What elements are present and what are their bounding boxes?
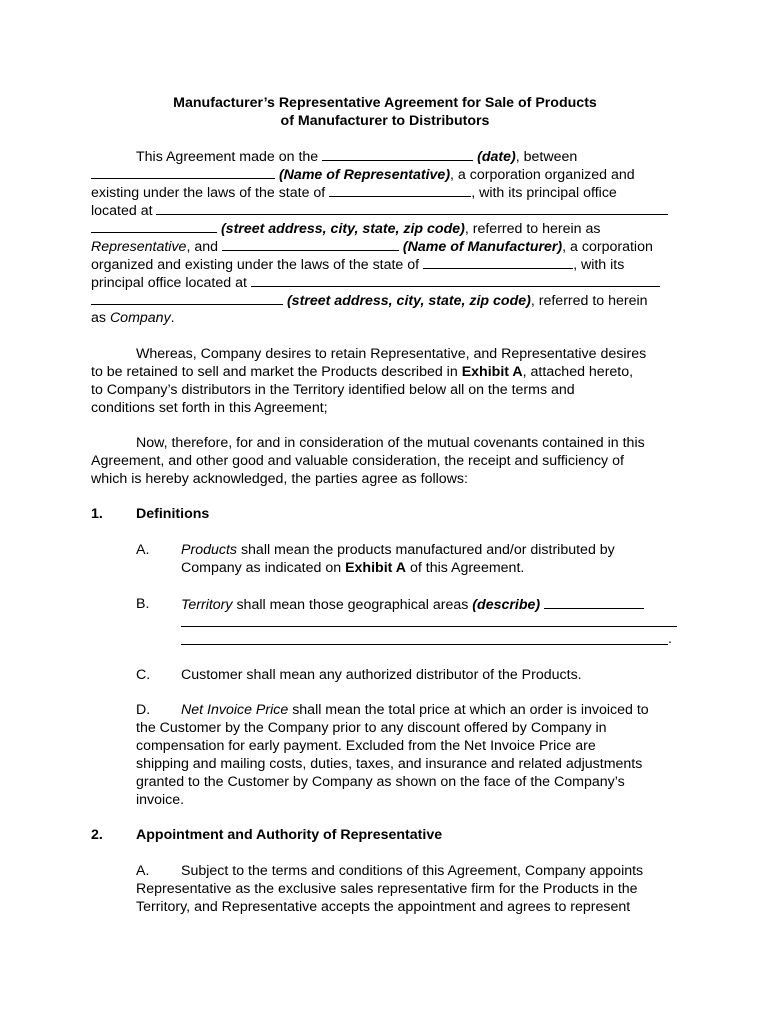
appointment-a-line-3: Territory, and Representative accepts the appointment and agrees to represent [136,899,631,915]
representative-state-blank[interactable] [329,183,471,197]
describe-label: (describe) [472,597,541,613]
manufacturer-state-blank[interactable] [423,255,573,269]
definition-c-letter: C. [136,667,151,683]
preamble-text: located at [91,203,153,219]
now-line-3: which is hereby acknowledged, the parties agree as follows: [91,471,468,487]
exhibit-a-ref: Exhibit A [345,560,407,576]
now-line-1: Now, therefore, for and in consideration of the mutual covenants contained in this [136,435,645,451]
manufacturer-name-label: (Name of Manufacturer) [402,239,563,255]
preamble-text: , referred to herein [530,293,648,309]
preamble-text: organized and existing under the laws of the state of [91,257,420,273]
definition-a-line-2 [181,559,524,577]
territory-blank[interactable] [544,595,644,609]
preamble-line-4 [91,201,668,220]
preamble-text: existing under the laws of the state of [91,185,326,201]
whereas-text: to be retained to sell and market the Products described in [91,364,458,380]
definition-text: shall mean the products manufactured and/or distributed by [237,542,615,558]
preamble-text: as [91,310,106,326]
representative-name-blank[interactable] [91,165,275,179]
preamble-line-6 [91,237,653,256]
definition-d-line-6: invoice. [136,792,185,808]
whereas-text: , attached hereto, [522,364,634,380]
definition-d-letter: D. [136,702,151,718]
definition-d-line-4: shipping and mailing costs, duties, taxes, and insurance and related adjustments [136,756,643,772]
definition-d-line-2: the Customer by the Company prior to any discount offered by Company in [136,720,607,736]
preamble-line-8 [91,273,660,292]
preamble-text: , a corporation organized and [450,167,635,183]
preamble-text: . [170,310,175,326]
definition-d-line-5: granted to the Customer by Company as shown on the face of the Company’s [136,774,625,790]
definition-a-letter: A. [136,542,150,558]
definition-a-line-1 [181,541,615,559]
now-line-2: Agreement, and other good and valuable consideration, the receipt and sufficiency of [91,453,624,469]
definition-text: shall mean those geographical areas [232,597,469,613]
territory-blank-line-3[interactable] [181,644,668,645]
preamble-text: , a corporation [562,239,653,255]
section-2-heading: Appointment and Authority of Representative [136,827,443,843]
section-2-number: 2. [91,827,103,843]
company-term: Company [109,310,171,326]
preamble-text: , with its principal office [471,185,617,201]
date-label: (date) [477,149,516,165]
preamble-text: , with its [573,257,625,273]
preamble-line-2 [91,165,635,184]
document-title-line-2: of Manufacturer to Distributors [280,113,490,129]
territory-end-period: . [668,631,672,647]
products-term: Products [181,542,237,558]
preamble-text: This Agreement made on the [136,149,319,165]
territory-term: Territory [181,597,233,613]
territory-blank-line-2[interactable] [181,626,677,627]
definition-d-line-1 [181,701,649,719]
definition-d-line-3: compensation for early payment. Excluded from the Net Invoice Price are [136,738,596,754]
definition-text: Company as indicated on [181,560,342,576]
preamble-line-3 [91,183,617,202]
manufacturer-address-blank-2[interactable] [91,291,283,305]
appointment-a-letter: A. [136,863,150,879]
representative-address-blank-2[interactable] [91,219,217,233]
date-blank[interactable] [322,147,473,161]
definition-text: of this Agreement. [406,560,525,576]
whereas-line-3: to Company’s distributors in the Territory identified below all on the terms and [91,382,575,398]
representative-address-blank[interactable] [156,201,668,215]
preamble-text: principal office located at [91,275,247,291]
document-title-line-1: Manufacturer’s Representative Agreement for Sale of Products [173,95,597,111]
section-1-number: 1. [91,506,103,522]
definition-c-line-1: Customer shall mean any authorized distributor of the Products. [181,667,582,683]
appointment-a-line-2: Representative as the exclusive sales representative firm for the Products in the [136,881,638,897]
preamble-text: , and [186,239,218,255]
whereas-line-2 [91,363,633,381]
whereas-line-1: Whereas, Company desires to retain Representative, and Representative desires [136,346,647,362]
exhibit-a-ref: Exhibit A [461,364,523,380]
preamble-line-5 [91,219,601,238]
preamble-line-9 [91,291,648,310]
representative-name-label: (Name of Representative) [278,167,451,183]
address-label: (street address, city, state, zip code) [286,293,531,309]
manufacturer-address-blank[interactable] [251,273,660,287]
representative-term: Representative [91,239,187,255]
address-label: (street address, city, state, zip code) [220,221,465,237]
net-invoice-price-term: Net Invoice Price [181,702,289,718]
preamble-text: , between [515,149,578,165]
preamble-line-10 [91,309,175,327]
preamble-text: , referred to herein as [464,221,601,237]
definition-text: shall mean the total price at which an order is invoiced to [288,702,649,718]
section-1-heading: Definitions [136,506,210,522]
definition-b-line-1 [181,595,644,614]
preamble-line-7 [91,255,624,274]
preamble-line-1 [136,147,577,166]
appointment-a-line-1: Subject to the terms and conditions of this Agreement, Company appoints [181,863,644,879]
definition-b-letter: B. [136,596,150,612]
whereas-line-4: conditions set forth in this Agreement; [91,400,328,416]
manufacturer-name-blank[interactable] [222,237,399,251]
